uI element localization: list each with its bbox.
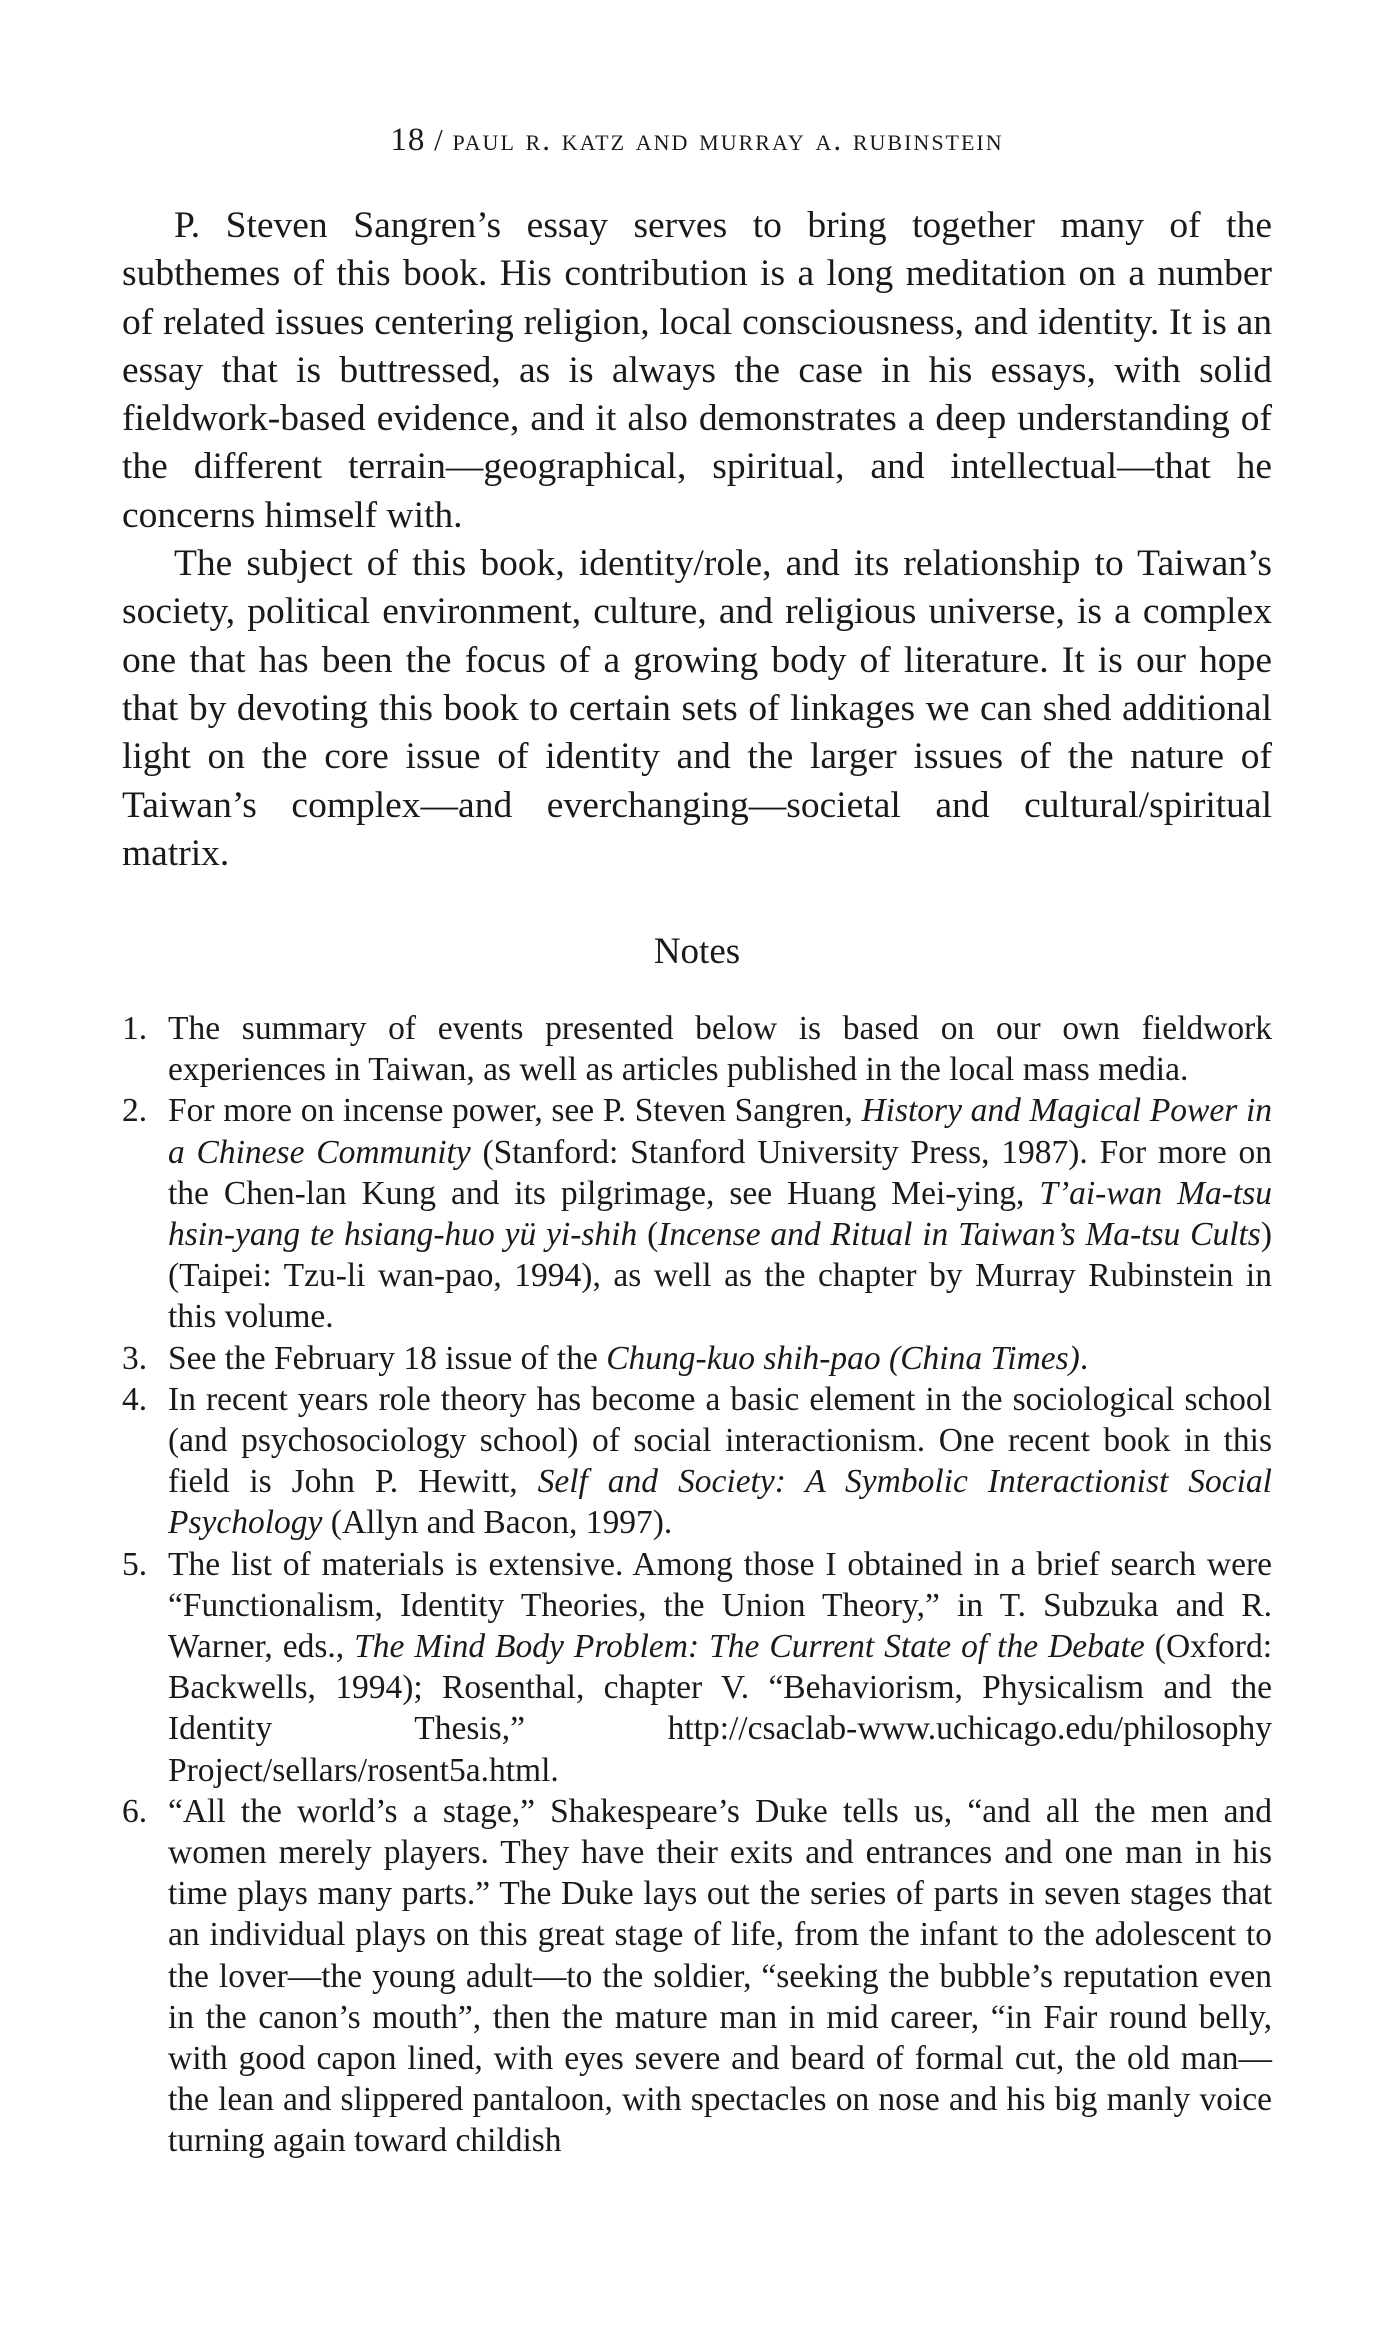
note-text: For more on incense power, see P. Steven Sangren, <box>168 1092 862 1130</box>
note-text: ( <box>637 1216 659 1254</box>
note-italic-title: Chung-kuo shih-pao (China Times) <box>606 1339 1080 1377</box>
page-number: 18 <box>390 122 426 158</box>
note-item <box>122 1544 1272 1791</box>
note-item <box>122 1090 1272 1337</box>
note-text: See the February 18 issue of the <box>168 1339 607 1377</box>
note-text: In recent years role theory has become a basic element in the sociological school (and psychosociology school) of social interactionism. One recent book in this field is John P. Hewitt, <box>168 1380 1272 1501</box>
note-italic-title: The Mind Body Problem: The Current State of the Debate <box>354 1628 1145 1666</box>
note-text: . <box>1079 1339 1089 1377</box>
note-italic-title: History and Magical Power in a Chinese Community <box>168 1092 1272 1171</box>
body-text <box>122 202 1272 878</box>
note-text: (Allyn and Bacon, 1997). <box>322 1504 673 1542</box>
note-item <box>122 1791 1272 2162</box>
note-number: 5. <box>122 1545 148 1583</box>
note-text: (Stanford: Stanford University Press, 1987). For more on the Chen-lan Kung and its pilgrimage, see Huang Mei-ying, <box>168 1133 1272 1212</box>
note-number: 3. <box>122 1339 148 1377</box>
note-text: (Oxford: Backwells, 1994); Rosenthal, chapter V. “Behaviorism, Physicalism and the Identity Thesis,” http://csaclab-www.uchicago.edu/philosophy Project/sellars/rosent5a.html. <box>168 1628 1273 1789</box>
note-number: 1. <box>122 1010 148 1047</box>
note-italic-title: Self and Society: A Symbolic Interactionist Social Psychology <box>168 1463 1272 1542</box>
note-number: 4. <box>122 1380 148 1418</box>
running-head <box>120 122 1274 159</box>
running-head-separator: / <box>434 122 444 157</box>
notes-list <box>122 1008 1272 2162</box>
note-text: ) (Taipei: Tzu-li wan-pao, 1994), as well as the chapter by Murray Rubinstein in this volume. <box>168 1216 1273 1336</box>
running-head-authors: paul r. katz and murray a. rubinstein <box>452 122 1004 157</box>
note-text: The summary of events presented below is based on our own fieldwork experiences in Taiwan, as well as articles published in the local mass media. <box>168 1010 1272 1089</box>
note-number: 6. <box>122 1792 148 1830</box>
paragraph: The subject of this book, identity/role, and its relationship to Taiwan’s society, political environment, culture, and religious universe, is a complex one that has been the focus of a growing body of literature. It is our hope that by devoting this book to certain sets of linkages we can shed additional light on the core issue of identity and the larger issues of the nature of Taiwan’s complex—and everchanging—societal and cultural/spiritual matrix. <box>122 543 1272 874</box>
note-item <box>122 1338 1272 1379</box>
note-item <box>122 1379 1272 1544</box>
note-number: 2. <box>122 1092 148 1130</box>
notes-heading: Notes <box>653 931 741 972</box>
note-item <box>122 1008 1272 1090</box>
note-text: “All the world’s a stage,” Shakespeare’s Duke tells us, “and all the men and women merely players. They have their exits and entrances and one man in his time plays many parts.” The Duke lays out the series of parts in seven stages that an individual plays on this great stage of life, from the infant to the adolescent to the lover—the young adult—to the soldier, “seeking the bubble’s reputation even in the canon’s mouth”, then the mature man in mid career, “in Fair round belly, with good capon lined, with eyes severe and beard of formal cut, the old man—the lean and slippered pantaloon, with spectacles on nose and his big manly voice turning again toward childish <box>168 1792 1272 2160</box>
note-italic-title: Incense and Ritual in Taiwan’s Ma-tsu Cults <box>658 1216 1261 1254</box>
paragraph: P. Steven Sangren’s essay serves to bring together many of the subthemes of this book. His contribution is a long meditation on a number of related issues centering religion, local consciousness, and identity. It is an essay that is buttressed, as is always the case in his essays, with solid fieldwork-based evidence, and it also demonstrates a deep understanding of the different terrain—geographical, spiritual, and intellectual—that he concerns himself with. <box>122 205 1272 536</box>
note-italic-title: T’ai-wan Ma-tsu hsin-yang te hsiang-huo yü yi-shih <box>168 1174 1273 1254</box>
note-text: The list of materials is extensive. Among those I obtained in a brief search were “Functionalism, Identity Theories, the Union Theory,” in T. Subzuka and R. Warner, eds., <box>168 1545 1272 1666</box>
